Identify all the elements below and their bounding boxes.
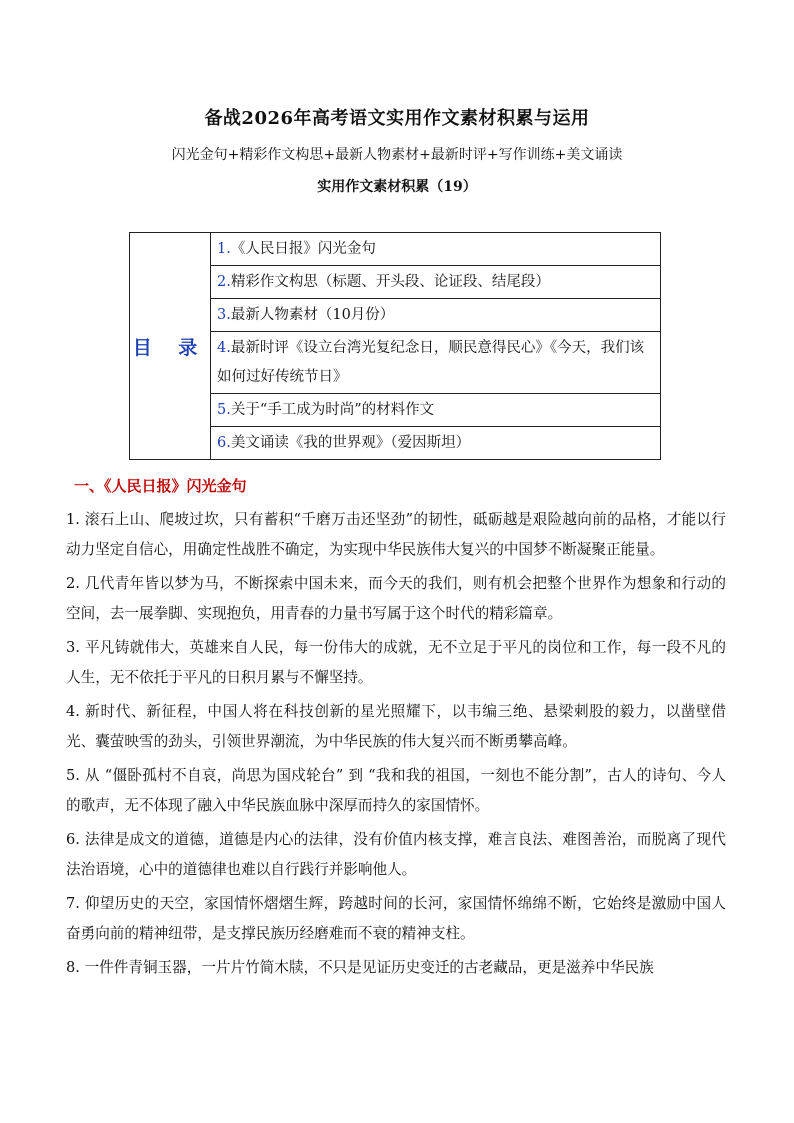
toc-item-text: 《人民日报》闪光金句	[230, 241, 376, 257]
table-of-contents	[129, 232, 661, 460]
document-title: 备战2026年高考语文实用作文素材积累与运用	[204, 108, 590, 129]
quote-paragraph: 3. 平凡铸就伟大，英雄来自人民，每一份伟大的成就，无不立足于平凡的岗位和工作，每一段不凡的人生，无不依托于平凡的日积月累与不懈坚持。	[66, 639, 726, 686]
toc-item-number: 6.	[217, 435, 231, 451]
quote-paragraph: 1. 滚石上山、爬坡过坎，只有蓄积“千磨万击还坚劲”的韧性，砥砺越是艰险越向前的品格，才能以行动力坚定自信心，用确定性战胜不确定，为实现中华民族伟大复兴的中国梦不断凝聚正能量。	[66, 511, 726, 558]
toc-item-text: 关于“手工成为时尚”的材料作文	[230, 402, 435, 418]
toc-item	[211, 299, 661, 332]
toc-item	[211, 394, 661, 427]
toc-item	[211, 233, 661, 266]
section-body	[66, 505, 726, 987]
quote-paragraph: 5. 从 “僵卧孤村不自哀，尚思为国戍轮台” 到 “我和我的祖国，一刻也不能分割”，古人的诗句、今人的歌声，无不体现了融入中华民族血脉中深厚而持久的家国情怀。	[66, 767, 726, 814]
quote-paragraph: 2. 几代青年皆以梦为马，不断探索中国未来，而今天的我们，则有机会把整个世界作为想象和行动的空间，去一展拳脚、实现抱负，用青春的力量书写属于这个时代的精彩篇章。	[66, 575, 726, 622]
toc-item-number: 3.	[217, 307, 231, 323]
toc-item-text: 最新时评《设立台湾光复纪念日，顺民意得民心》《今天，我们该如何过好传统节日》	[217, 339, 645, 385]
quote-paragraph: 6. 法律是成文的道德，道德是内心的法律，没有价值内核支撑，难言良法、难图善治，而脱离了现代法治语境，心中的道德律也难以自行践行并影响他人。	[66, 831, 726, 878]
section-title: 实用作文素材积累（19）	[317, 179, 477, 195]
toc-item-text: 最新人物素材（10月份）	[230, 307, 395, 323]
toc-label: 目 录	[130, 233, 211, 460]
toc-item-text: 精彩作文构思（标题、开头段、论证段、结尾段）	[230, 274, 550, 290]
toc-item-text: 美文诵读《我的世界观》（爱因斯坦）	[230, 435, 471, 451]
quote-paragraph: 7. 仰望历史的天空，家国情怀熠熠生辉，跨越时间的长河，家国情怀绵绵不断，它始终是激励中国人奋勇向前的精神纽带，是支撑民族历经磨难而不衰的精神支柱。	[66, 895, 726, 942]
toc-item	[211, 332, 661, 394]
quote-paragraph: 4. 新时代、新征程，中国人将在科技创新的星光照耀下，以韦编三绝、悬梁刺股的毅力，以凿壁借光、囊萤映雪的劲头，引领世界潮流，为中华民族的伟大复兴而不断勇攀高峰。	[66, 703, 726, 750]
document-subtitle: 闪光金句+精彩作文构思+最新人物素材+最新时评+写作训练+美文诵读	[171, 147, 623, 163]
toc-item	[211, 266, 661, 299]
toc-item-number: 2.	[217, 274, 231, 290]
toc-item-number: 4.	[217, 339, 231, 356]
toc-item-number: 1.	[217, 241, 231, 257]
toc-item-number: 5.	[217, 402, 231, 418]
toc-item	[211, 427, 661, 460]
section-heading: 一、《人民日报》闪光金句	[74, 477, 247, 495]
quote-paragraph: 8. 一件件青铜玉器，一片片竹简木牍，不只是见证历史变迁的古老藏品，更是滋养中华民族	[66, 959, 654, 976]
